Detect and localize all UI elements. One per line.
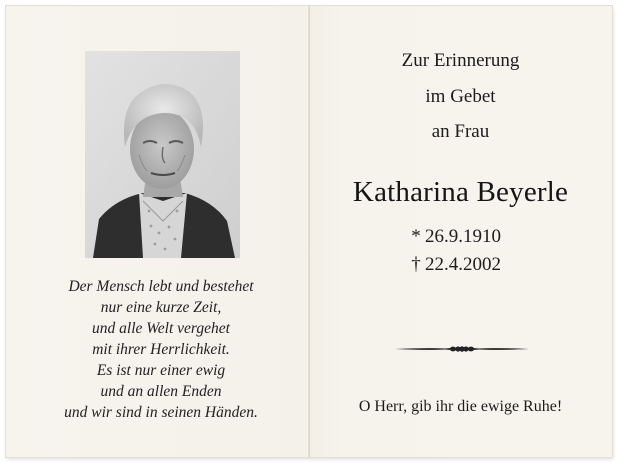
intro-line-3: an Frau [431, 121, 490, 142]
left-page [6, 6, 309, 457]
verse-line: Der Mensch lebt und bestehet [68, 278, 254, 295]
verse-line: nur eine kurze Zeit, [100, 299, 222, 316]
birth-date-line [409, 226, 549, 248]
birth-date: 26.9.1910 [425, 226, 501, 247]
portrait-photo [85, 51, 240, 258]
intro-line-1: Zur Erinnerung [401, 50, 520, 71]
center-fold [308, 6, 310, 457]
verse-line: mit ihrer Herrlichkeit. [92, 341, 230, 358]
death-date-line [409, 254, 549, 276]
right-page [309, 6, 612, 457]
verse-line: und wir sind in seinen Händen. [64, 404, 258, 421]
star-icon: * [411, 226, 421, 247]
intro-line-2: im Gebet [425, 86, 496, 107]
verse [26, 276, 296, 423]
closing-prayer: O Herr, gib ihr die ewige Ruhe! [358, 398, 563, 415]
deceased-name: Katharina Beyerle [352, 176, 569, 208]
divider-ornament-icon [395, 344, 529, 354]
cross-icon: † [411, 254, 421, 275]
verse-line: und alle Welt vergehet [92, 320, 230, 337]
death-date: 22.4.2002 [425, 254, 501, 275]
verse-line: und an allen Enden [100, 383, 222, 400]
memorial-card [6, 6, 612, 457]
verse-line: Es ist nur einer ewig [96, 362, 226, 379]
